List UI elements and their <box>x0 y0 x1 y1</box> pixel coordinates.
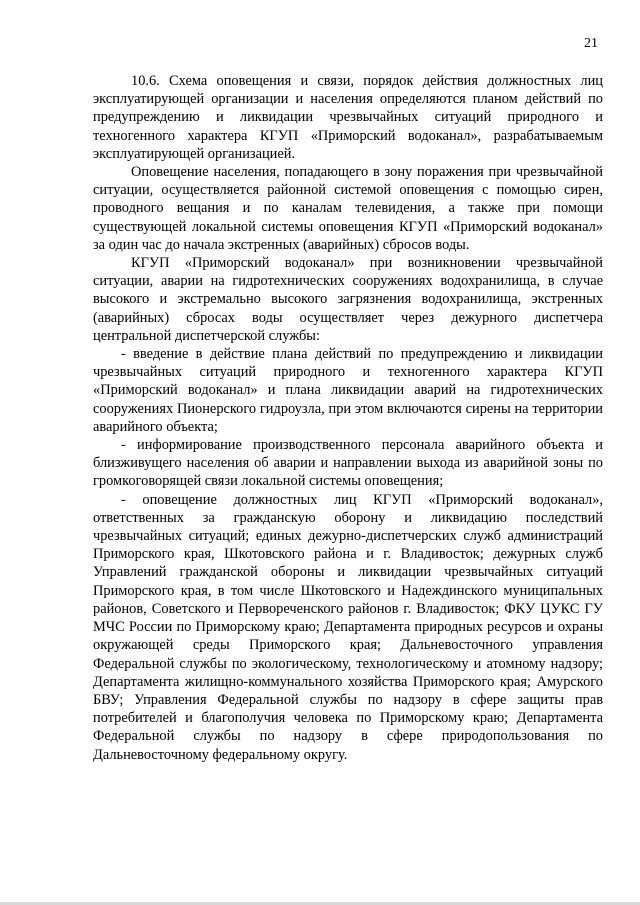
bullet-plan-activation: - введение в действие плана действий по предупреждению и ликвидации чрезвычайных ситуаций природного и техногенного характера КГУП «Приморский водоканал» и плана ликвидации аварий на гидротехнических сооружениях Пионерского гидроузла, при этом включаются сирены на территории аварийного объекта; <box>93 346 603 435</box>
paragraph-emergency-actions: КГУП «Приморский водоканал» при возникновении чрезвычайной ситуации, аварии на гидротехнических сооружениях водохранилища, в случае высокого и экстремально высокого загрязнения водохранилища, экстренных (аварийных) сбросах воды осуществляет через дежурного диспетчера центральной диспетчерской службы: <box>93 255 603 344</box>
bullet-officials-notification: - оповещение должностных лиц КГУП «Приморский водоканал», ответственных за гражданскую оборону и ликвидацию последствий чрезвычайных ситуаций; единых дежурно-диспетчерских служб администраций Приморского края, Шкотовского района и г. Владивосток; дежурных служб Управлений гражданской обороны и ликвидации чрезвычайных ситуаций Приморского края, в том числе Шкотовского и Надеждинского муниципальных районов, Советского и Первореченского районов г. Владивосток; ФКУ ЦУКС ГУ МЧС России по Приморскому краю; Департамента природных ресурсов и охраны окружающей среды Приморского края; Дальневосточного управления Федеральной службы по экологическому, технологическому и атомному надзору; Департамента жилищно-коммунального хозяйства Приморского края; Амурского БВУ; Управления Федеральной службы по надзору в сфере защиты прав потребителей и благополучия человека по Приморскому краю; Департамента Федеральной службы по надзору в сфере природопользования по Дальневосточному федеральному округу. <box>93 491 603 763</box>
document-body <box>93 72 603 764</box>
paragraph-population-notification: Оповещение населения, попадающего в зону поражения при чрезвычайной ситуации, осуществляется районной системой оповещения с помощью сирен, проводного вещания и по каналам телевидения, а также при помощи существующей локальной системы оповещения КГУП «Приморский водоканал» за один час до начала экстренных (аварийных) сбросов воды. <box>93 164 603 253</box>
bullet-staff-informing: - информирование производственного персонала аварийного объекта и близживущего населения об аварии и направлении выхода из аварийной зоны по громкоговорящей связи локальной системы оповещения; <box>93 437 603 490</box>
page-number: 21 <box>584 36 598 51</box>
paragraph-10-6-notification-scheme: 10.6. Схема оповещения и связи, порядок действия должностных лиц эксплуатирующей организации и населения определяются планом действий по предупреждению и ликвидации чрезвычайных ситуаций природного и техногенного характера КГУП «Приморский водоканал», разрабатываемым эксплуатирующей организацией. <box>93 73 603 162</box>
